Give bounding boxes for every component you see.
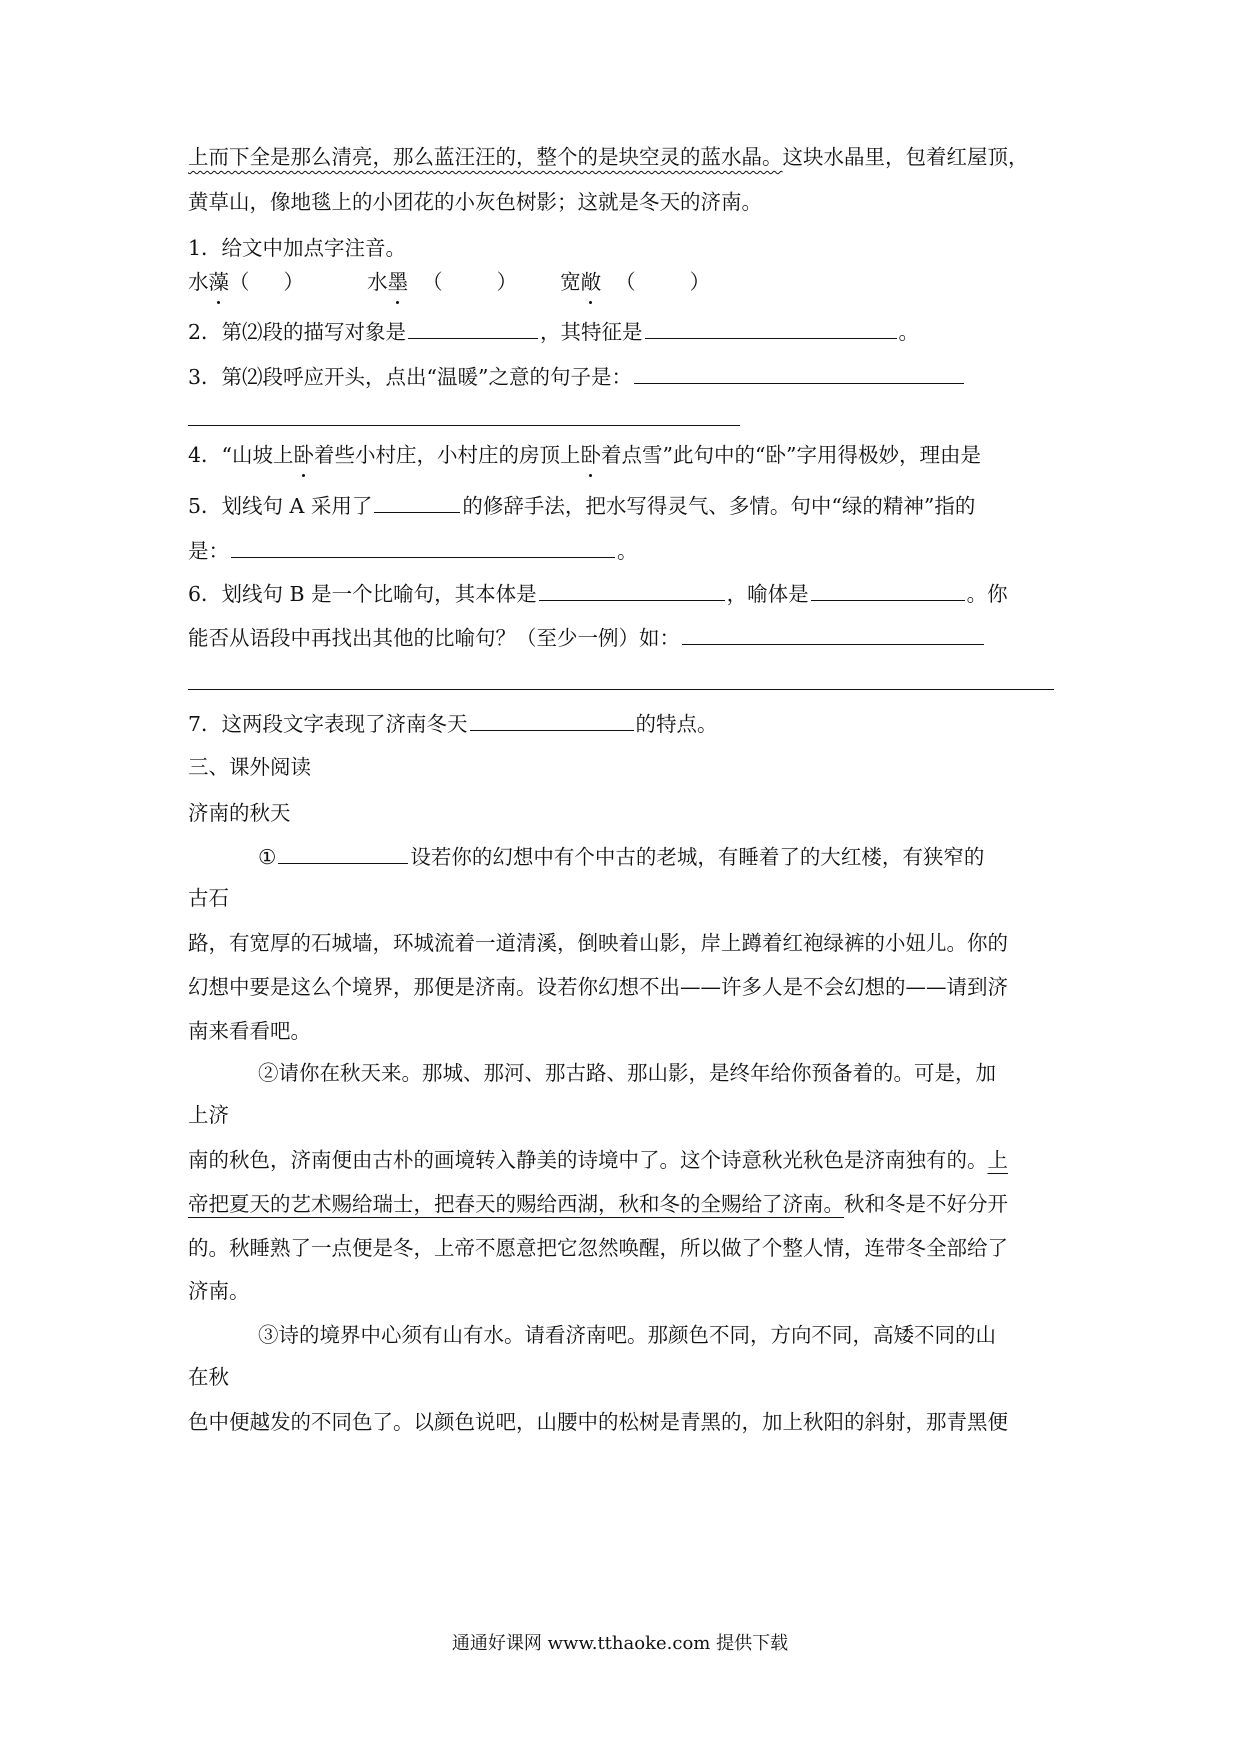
pinyin-item-3: 宽敞 （ ） — [560, 270, 710, 294]
answer-line[interactable] — [188, 689, 1054, 690]
paragraph-3-line-3: 色中便越发的不同色了。以颜色说吧，山腰中的松树是青黑的，加上秋阳的斜射，那青黑便 — [188, 1410, 1008, 1434]
question-1: 1．给文中加点字注音。 — [188, 236, 407, 260]
question-6-cont: 能否从语段中再找出其他的比喻句？（至少一例）如： — [188, 622, 1054, 653]
question-5: 5．划线句 A 采用了 的修辞手法，把水写得灵气、多情。句中“绿的精神”指的 — [188, 490, 1054, 521]
question-1-items — [188, 267, 1054, 297]
answer-blank[interactable] — [374, 490, 460, 513]
question-6: 6．划线句 B 是一个比喻句，其本体是 ，喻体是 。你 — [188, 578, 1054, 609]
answer-blank[interactable] — [645, 316, 897, 339]
question-7: 7．这两段文字表现了济南冬天 的特点。 — [188, 708, 1054, 739]
paragraph-1-line-2: 古石 — [188, 886, 229, 910]
pinyin-item-1: 水藻（ ） — [188, 270, 304, 294]
paragraph-2-line-1: ②请你在秋天来。那城、那河、那古路、那山影，是终年给你预备着的。可是，加 — [258, 1061, 996, 1085]
answer-blank[interactable] — [634, 361, 964, 384]
paragraph-1-line-1: ① 设若你的幻想中有个中古的老城，有睡着了的大红楼，有狭窄的 — [188, 841, 1054, 872]
passage-line-1: 上而下全是那么清亮，那么蓝汪汪的，整个的是块空灵的蓝水晶。这块水晶里，包着红屋顶， — [188, 145, 1029, 169]
question-4: 4．“山坡上卧着些小村庄，小村庄的房顶上卧着点雪”此句中的“卧”字用得极妙，理由是 — [188, 440, 1054, 470]
paragraph-1-line-4: 幻想中要是这么个境界，那便是济南。设若你幻想不出——许多人是不会幻想的——请到济 — [188, 975, 1008, 999]
question-3: 3．第⑵段呼应开头，点出“温暖”之意的句子是： — [188, 361, 1054, 392]
paragraph-2-line-4: 帝把夏天的艺术赐给瑞士，把春天的赐给西湖，秋和冬的全赐给了济南。秋和冬是不好分开 — [188, 1192, 1008, 1216]
answer-blank[interactable] — [682, 622, 984, 645]
paragraph-3-line-2: 在秋 — [188, 1365, 229, 1389]
answer-blank[interactable] — [470, 708, 634, 731]
question-2: 2．第⑵段的描写对象是 ，其特征是 。 — [188, 316, 1054, 347]
underlined-sentence-b: 上而下全是那么清亮，那么蓝汪汪的，整个的是块空灵的蓝水晶。 — [188, 145, 783, 169]
paragraph-1-line-3: 路，有宽厚的石城墙，环城流着一道清溪，倒映着山影，岸上蹲着红袍绿裤的小妞儿。你的 — [188, 931, 1008, 955]
paragraph-1-line-5: 南来看看吧。 — [188, 1019, 311, 1043]
paragraph-2-line-2: 上济 — [188, 1103, 229, 1127]
answer-blank[interactable] — [811, 578, 965, 601]
pinyin-item-2: 水墨 （ ） — [367, 270, 517, 294]
paragraph-3-line-1: ③诗的境界中心须有山有水。请看济南吧。那颜色不同，方向不同，高矮不同的山 — [258, 1323, 996, 1347]
question-5-cont: 是： 。 — [188, 535, 1054, 566]
reading-title: 济南的秋天 — [188, 801, 291, 825]
passage-line-2: 黄草山，像地毯上的小团花的小灰色树影；这就是冬天的济南。 — [188, 190, 762, 214]
answer-blank[interactable] — [539, 578, 725, 601]
section-heading: 三、课外阅读 — [188, 755, 311, 779]
answer-line[interactable] — [188, 425, 740, 426]
paragraph-2-line-3: 南的秋色，济南便由古朴的画境转入静美的诗境中了。这个诗意秋光秋色是济南独有的。上 — [188, 1148, 1008, 1172]
paragraph-2-line-6: 济南。 — [188, 1279, 250, 1303]
answer-blank[interactable] — [408, 316, 538, 339]
answer-blank[interactable] — [278, 841, 408, 864]
page-footer: 通通好课网 www.tthaoke.com 提供下载 — [451, 1633, 789, 1654]
underlined-sentence: 帝把夏天的艺术赐给瑞士，把春天的赐给西湖，秋和冬的全赐给了济南。 — [188, 1192, 844, 1216]
answer-blank[interactable] — [231, 535, 615, 558]
paragraph-2-line-5: 的。秋睡熟了一点便是冬，上帝不愿意把它忽然唤醒，所以做了个整人情，连带冬全部给了 — [188, 1236, 1008, 1260]
